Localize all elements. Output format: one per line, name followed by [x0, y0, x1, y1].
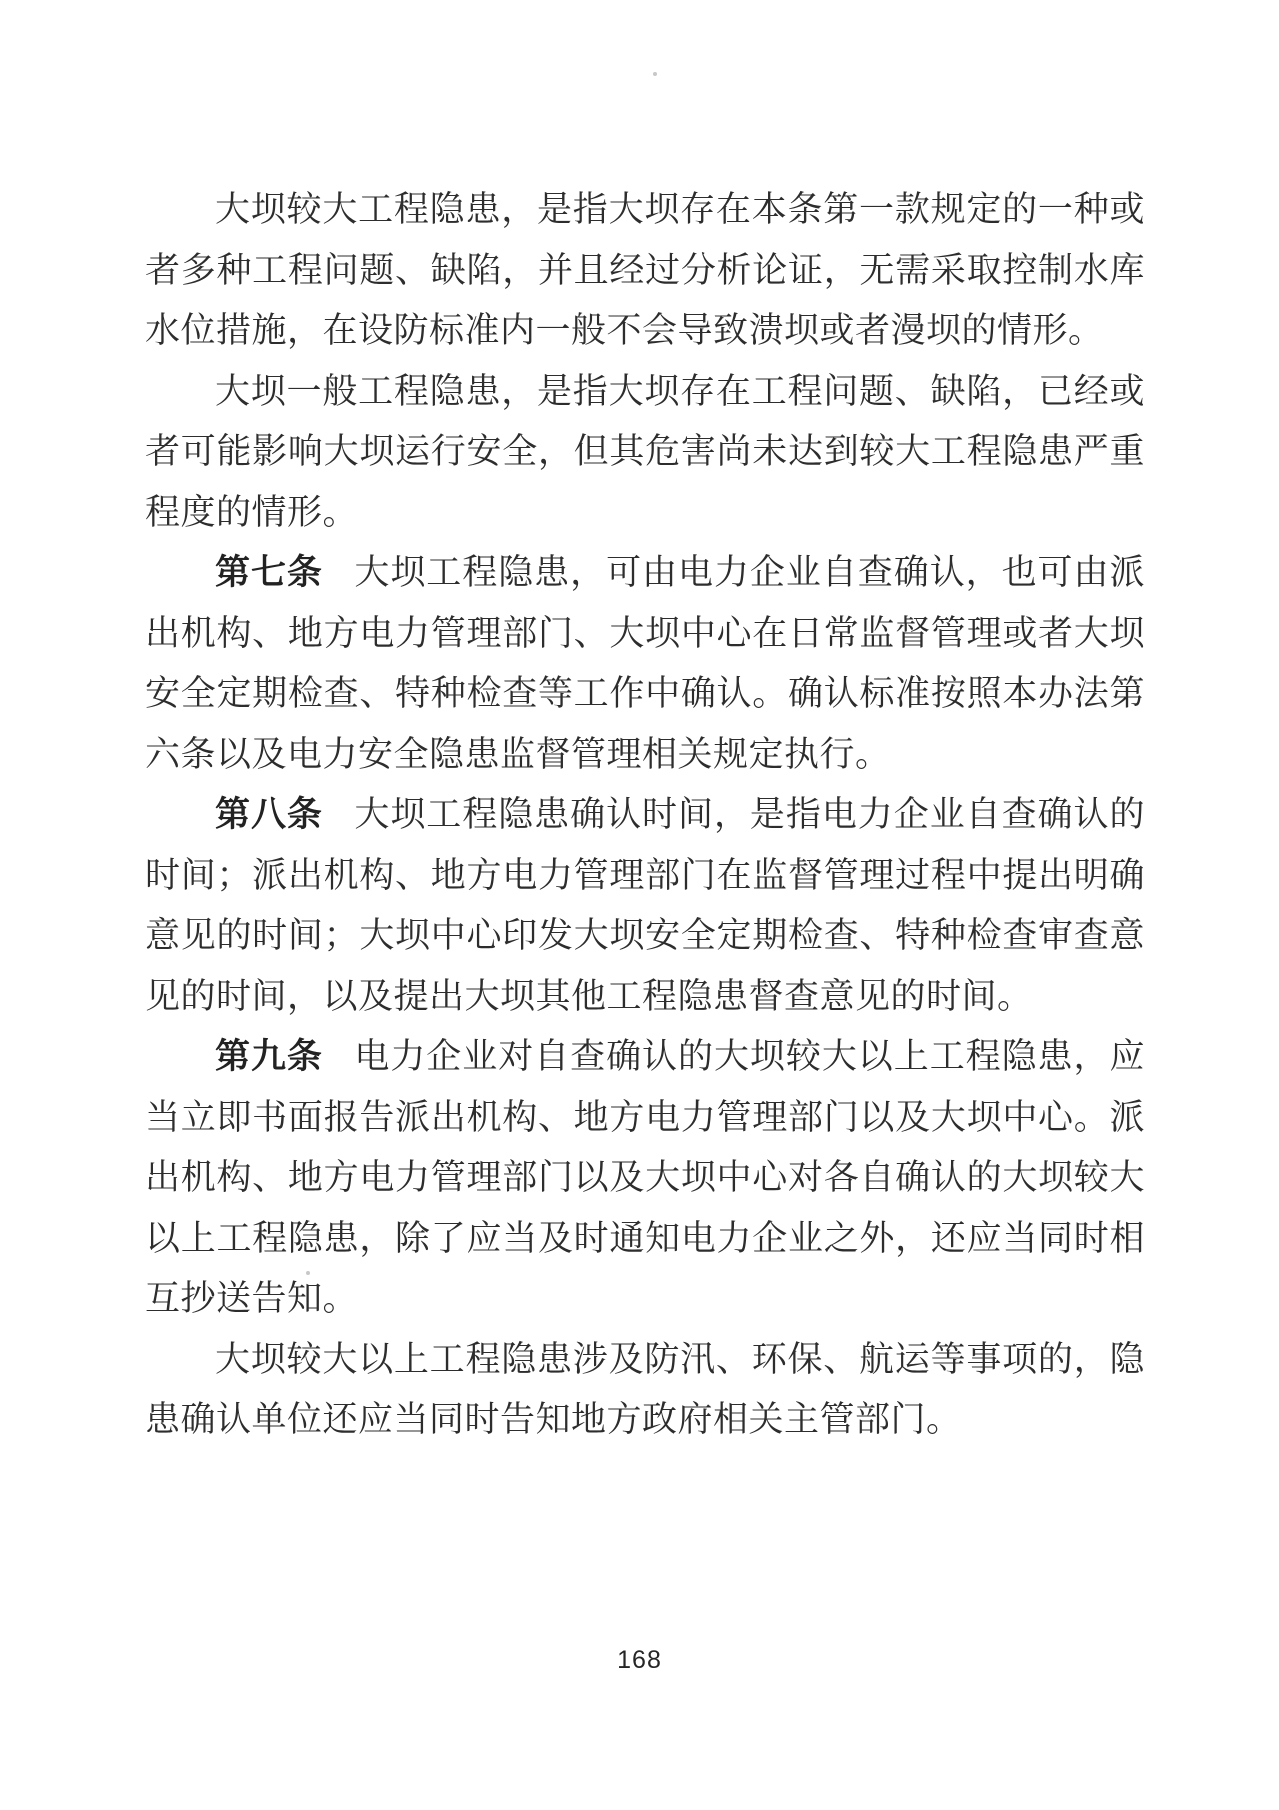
paragraph-text: 大坝较大以上工程隐患涉及防汛、环保、航运等事项的，隐患确认单位还应当同时告知地方政府相关主管部门。 — [145, 1339, 1145, 1439]
page-footer — [0, 1646, 1279, 1675]
paragraph — [145, 785, 1145, 1027]
article-number: 第七条 — [215, 553, 323, 592]
scan-speck — [306, 1271, 310, 1275]
text-block — [145, 180, 1145, 1451]
article-number: 第九条 — [215, 1037, 323, 1076]
paragraph-text: 大坝工程隐患，可由电力企业自查确认，也可由派出机构、地方电力管理部门、大坝中心在日常监督管理或者大坝安全定期检查、特种检查等工作中确认。确认标准按照本办法第六条以及电力安全隐患监督管理相关规定执行。 — [145, 553, 1145, 774]
paragraph-text: 电力企业对自查确认的大坝较大以上工程隐患，应当立即书面报告派出机构、地方电力管理部门以及大坝中心。派出机构、地方电力管理部门以及大坝中心对各自确认的大坝较大以上工程隐患，除了应当及时通知电力企业之外，还应当同时相互抄送告知。 — [145, 1037, 1145, 1318]
paragraph — [145, 543, 1145, 785]
paragraph — [145, 1330, 1145, 1451]
article-number: 第八条 — [215, 795, 323, 834]
scan-speck — [653, 72, 657, 76]
paragraph-text: 大坝工程隐患确认时间，是指电力企业自查确认的时间；派出机构、地方电力管理部门在监督管理过程中提出明确意见的时间；大坝中心印发大坝安全定期检查、特种检查审查意见的时间，以及提出大坝其他工程隐患督查意见的时间。 — [145, 795, 1145, 1016]
paragraph-text: 大坝较大工程隐患，是指大坝存在本条第一款规定的一种或者多种工程问题、缺陷，并且经过分析论证，无需采取控制水库水位措施，在设防标准内一般不会导致溃坝或者漫坝的情形。 — [145, 190, 1145, 350]
paragraph-text: 大坝一般工程隐患，是指大坝存在工程问题、缺陷，已经或者可能影响大坝运行安全，但其危害尚未达到较大工程隐患严重程度的情形。 — [145, 371, 1145, 532]
page-number: 168 — [617, 1646, 662, 1674]
paragraph — [145, 1027, 1145, 1330]
paragraph — [145, 362, 1145, 544]
paragraph — [145, 180, 1145, 362]
